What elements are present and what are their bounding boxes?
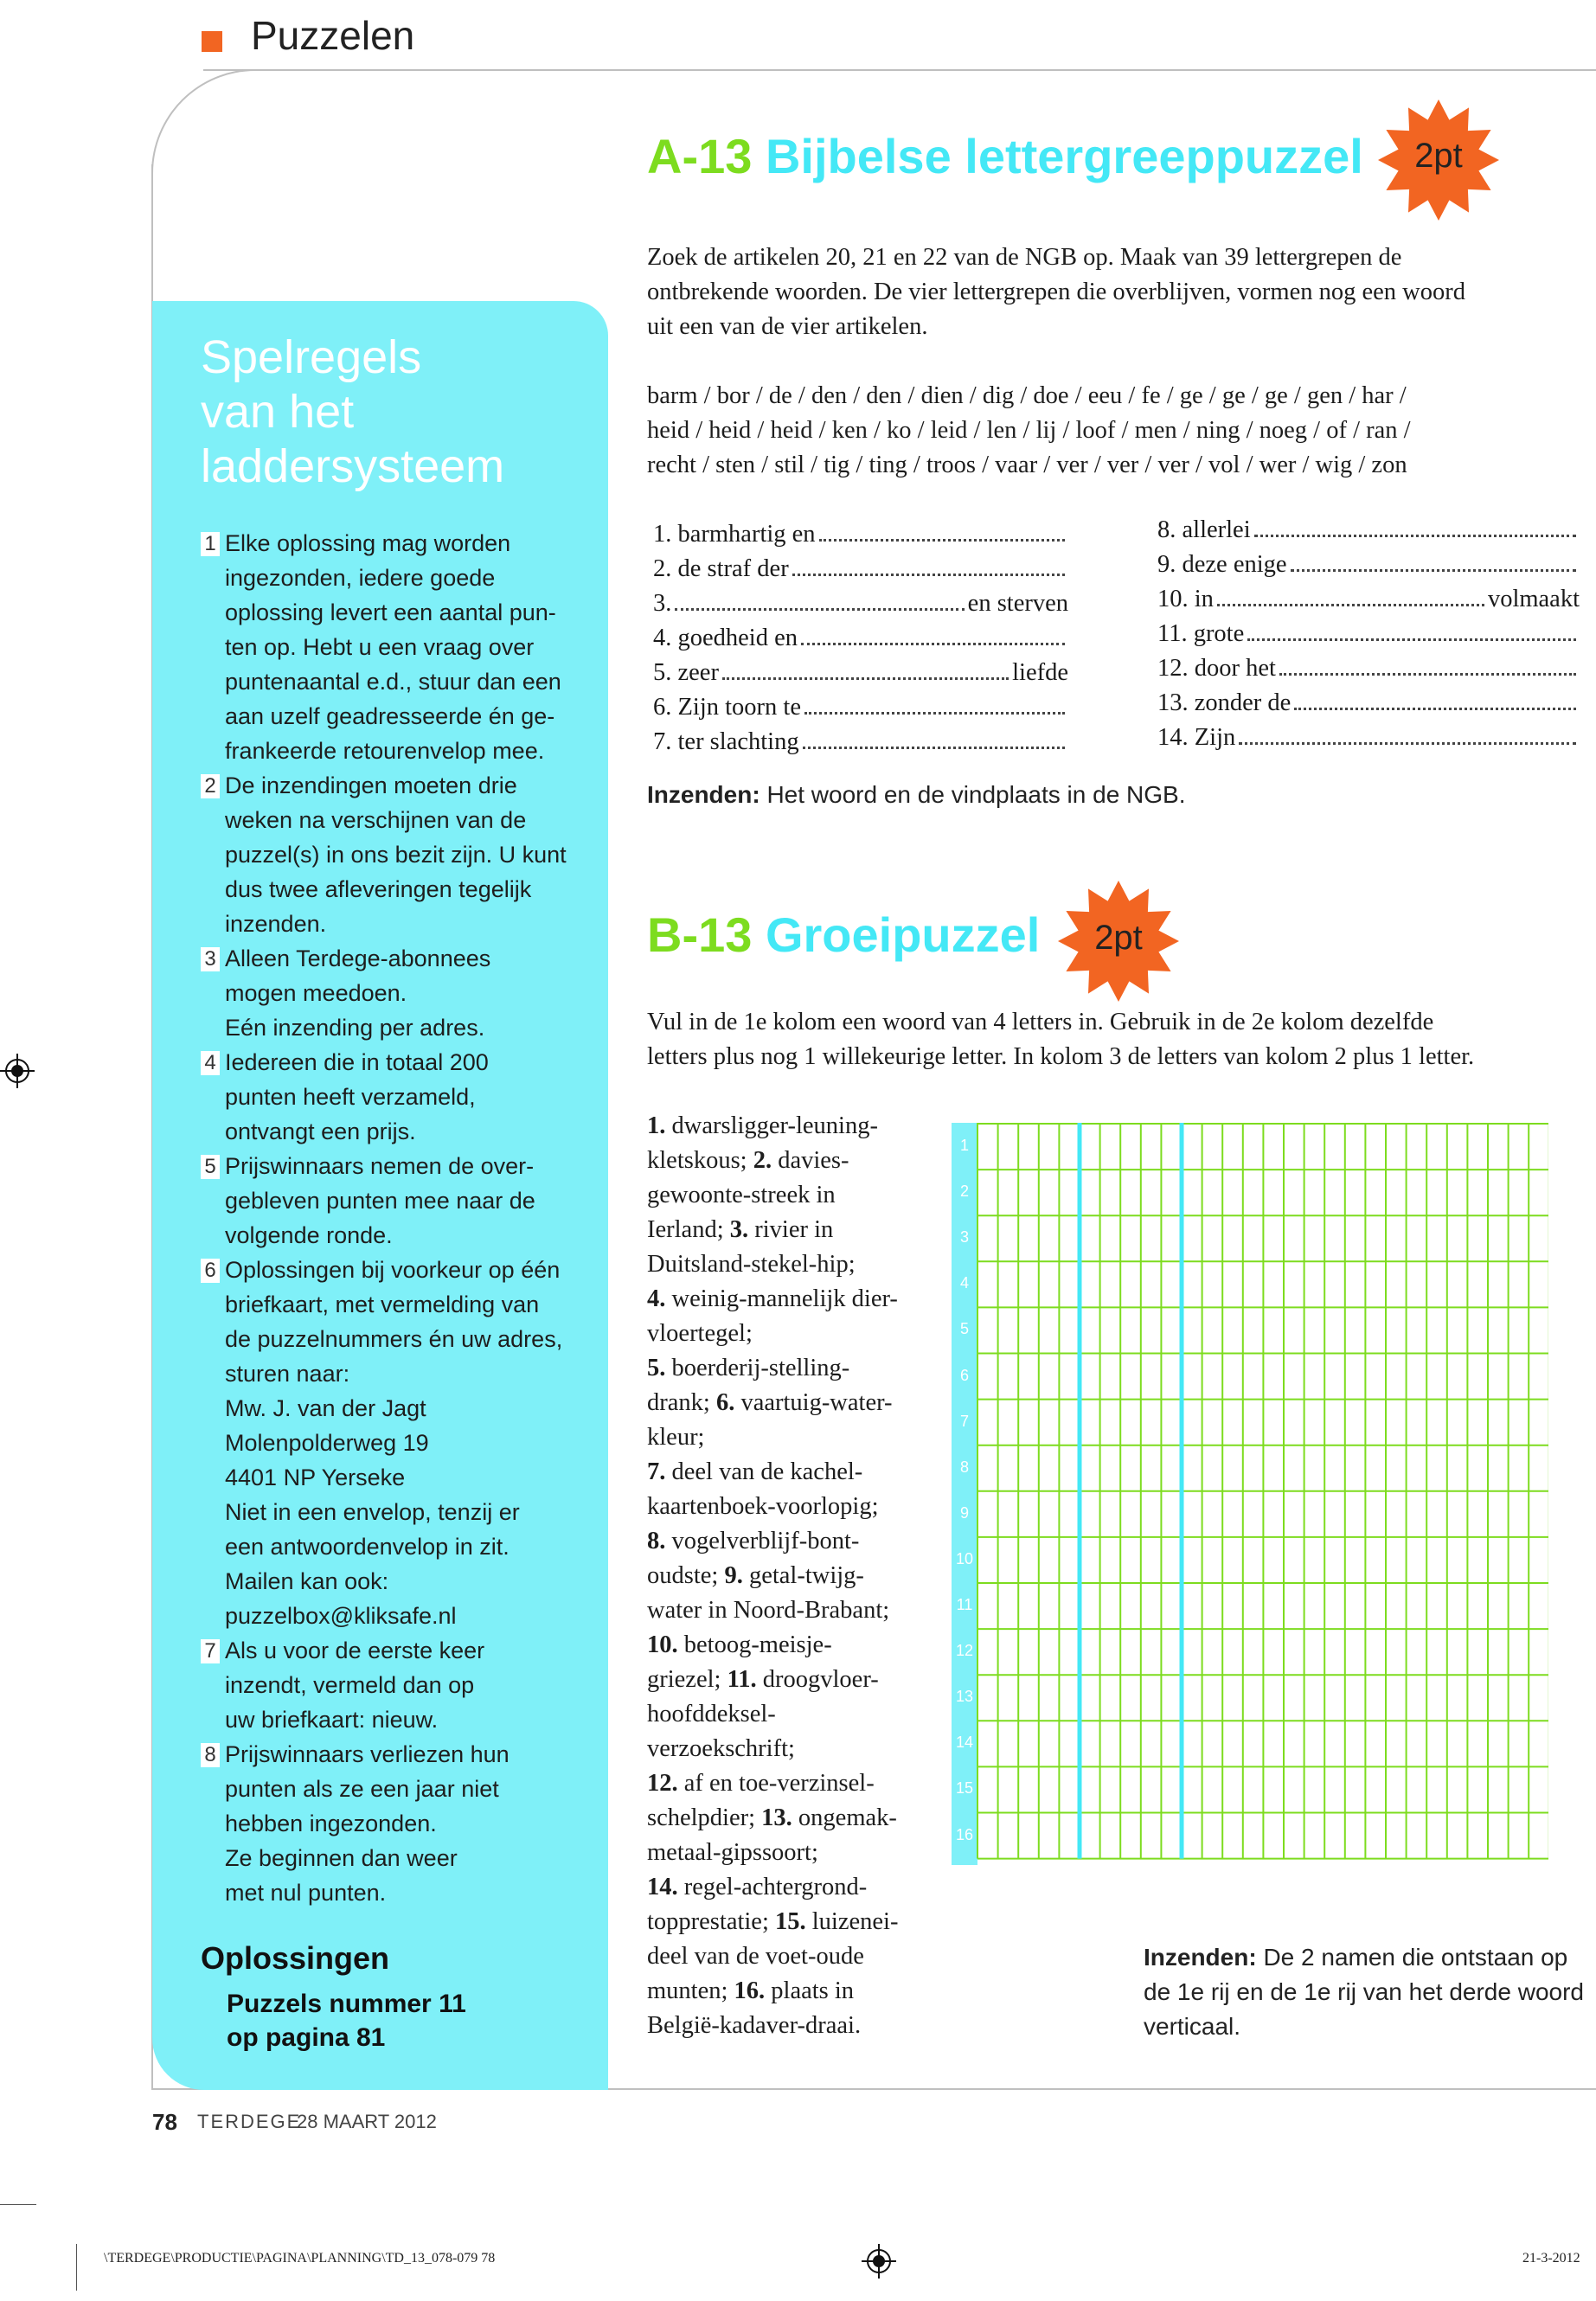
submit-text: de 1e rij en de 1e rij van het derde woord [1144, 1978, 1584, 2005]
clue-end: volmaakt [1487, 586, 1580, 612]
clue-line [647, 1386, 945, 1420]
clue-text: Duitsland-stekel-hip; [647, 1251, 856, 1278]
answer-blank[interactable] [675, 586, 964, 611]
rule-line: Prijswinnaars verliezen hun [225, 1741, 510, 1767]
clue-row [1157, 720, 1580, 754]
grid-row-number: 15 [955, 1779, 974, 1798]
grid-row-number: 8 [959, 1458, 969, 1476]
clue-row [653, 551, 1068, 586]
rule-line: een antwoordenvelop in zit. [225, 1534, 510, 1560]
clue-line [647, 1697, 945, 1732]
rule-item [201, 1149, 581, 1253]
clue-line [647, 1490, 945, 1524]
frame-corner [151, 69, 255, 173]
clue-row [653, 689, 1068, 724]
clue-label: 10. in [1157, 586, 1214, 612]
grid-row-number: 6 [959, 1366, 969, 1384]
grid-row-number: 13 [955, 1688, 974, 1706]
clue-row [653, 516, 1068, 551]
puzzle-b-intro [647, 1005, 1590, 1074]
rule-line: De inzendingen moeten drie [225, 772, 517, 798]
rule-line: gebleven punten mee naar de [225, 1188, 535, 1214]
rule-number: 8 [201, 1743, 220, 1767]
clue-text: gewoonte-streek in [647, 1182, 836, 1208]
grid-row-number: 9 [959, 1503, 969, 1522]
crop-mark [0, 2204, 36, 2205]
print-date: 21-3-2012 [1522, 2251, 1580, 2266]
rule-line: oplossing levert een aantal pun- [225, 599, 556, 625]
clue-number: 4. [647, 1285, 666, 1312]
rule-line: Mailen kan ook: [225, 1568, 389, 1594]
submit-label: Inzenden: [647, 781, 760, 808]
rule-line: Iedereen die in totaal 200 [225, 1049, 489, 1075]
clue-text: vloertegel; [647, 1320, 753, 1347]
clue-text: oudste; [647, 1562, 725, 1589]
clue-text: kletskous; [647, 1147, 753, 1174]
clue-line [647, 1455, 945, 1490]
rule-number: 5 [201, 1155, 220, 1179]
clue-end: en sterven [967, 590, 1068, 617]
rule-item [201, 1045, 581, 1149]
clue-end: liefde [1012, 659, 1068, 686]
intro-line: Vul in de 1e kolom een woord van 4 letters in. Gebruik in de 2e kolom dezelfde [647, 1009, 1434, 1035]
rule-line: sturen naar: [225, 1361, 350, 1387]
answer-blank[interactable] [1279, 651, 1576, 676]
clue-text: davies- [772, 1147, 849, 1174]
rule-line: aan uzelf geadresseerde én ge- [225, 703, 555, 729]
rule-line: puntenaantal e.d., stuur dan een [225, 669, 561, 695]
rule-number: 4 [201, 1051, 220, 1075]
sidebar-title-line: laddersysteem [201, 440, 505, 492]
answer-blank[interactable] [801, 620, 1065, 645]
clue-text: af en toe-verzinsel- [677, 1770, 875, 1797]
registration-mark-icon [0, 1054, 35, 1088]
clue-text: kleur; [647, 1424, 705, 1451]
intro-line: ontbrekende woorden. De vier lettergrepen die overblijven, vormen nog een woord [647, 279, 1465, 305]
clue-line [647, 1974, 945, 2009]
clue-label: 13. zonder de [1157, 689, 1292, 716]
clue-label: 14. Zijn [1157, 724, 1236, 751]
clue-text: munten; [647, 1977, 734, 2004]
clue-label: 7. ter slachting [653, 728, 799, 755]
clue-number: 11. [727, 1666, 757, 1693]
page-number: 78 [152, 2109, 177, 2135]
submit-text: De 2 namen die ontstaan op [1263, 1944, 1568, 1971]
rule-line: punten als ze een jaar niet [225, 1776, 499, 1802]
grid-row-number: 5 [959, 1320, 969, 1338]
rule-line: Molenpolderweg 19 [225, 1430, 429, 1456]
clue-line [647, 1939, 945, 1974]
clue-text: deel van de kachel- [665, 1458, 863, 1485]
grid-row-number: 12 [955, 1642, 974, 1660]
clue-text: vaartuig-water- [734, 1389, 893, 1416]
clue-line [647, 1870, 945, 1905]
puzzle-b-submit [1144, 1940, 1593, 2044]
clue-line [647, 1317, 945, 1351]
rule-item [201, 941, 581, 1045]
rule-line: puzzel(s) in ons bezit zijn. U kunt [225, 842, 567, 868]
rule-line: met nul punten. [225, 1880, 387, 1906]
clue-line [647, 1351, 945, 1386]
clue-line [647, 2009, 945, 2043]
clue-label: 8. allerlei [1157, 516, 1251, 543]
clue-number: 6. [715, 1389, 735, 1416]
puzzle-b-clues [647, 1109, 945, 2043]
rule-line: de puzzelnummers én uw adres, [225, 1326, 563, 1352]
grid-row-number: 11 [956, 1596, 973, 1613]
answer-blank[interactable] [1217, 581, 1484, 606]
clue-line [647, 1144, 945, 1178]
clue-text: dwarsligger-leuning- [665, 1112, 878, 1139]
print-slug: \TERDEGE\PRODUCTIE\PAGINA\PLANNING\TD_13_078-079 78 [104, 2251, 496, 2266]
clue-text: rivier in [748, 1216, 834, 1243]
rule-line: Prijswinnaars nemen de over- [225, 1153, 535, 1179]
clue-label: 9. deze enige [1157, 551, 1287, 578]
clue-text: betoog-meisje- [677, 1631, 832, 1658]
intro-line: Zoek de artikelen 20, 21 en 22 van de NGB op. Maak van 39 lettergrepen de [647, 244, 1402, 271]
registration-mark-icon [862, 2244, 896, 2279]
clue-text: deel van de voet-oude [647, 1943, 864, 1970]
puzzle-b-code: B-13 [647, 907, 753, 962]
clue-row [1157, 581, 1580, 616]
clue-row [653, 655, 1068, 689]
intro-line: uit een van de vier artikelen. [647, 313, 928, 340]
clue-number: 8. [647, 1528, 666, 1554]
clue-label: 3. [653, 590, 672, 617]
clue-text: ongemak- [792, 1804, 897, 1831]
clue-label: 6. Zijn toorn te [653, 694, 801, 721]
clue-line [647, 1282, 945, 1317]
solutions-title: Oplossingen [201, 1940, 390, 1976]
sidebar-title-line: Spelregels [201, 331, 422, 383]
rule-line: volgende ronde. [225, 1222, 393, 1248]
answer-blank[interactable] [1239, 720, 1576, 745]
clue-line [647, 1178, 945, 1213]
answer-blank[interactable] [803, 724, 1065, 749]
clue-number: 14. [647, 1874, 678, 1900]
rule-number: 6 [201, 1259, 220, 1283]
rule-item [201, 1737, 581, 1910]
clue-number: 13. [761, 1804, 792, 1831]
puzzle-a-title [647, 128, 1363, 184]
grid-row-number: 3 [959, 1228, 969, 1247]
solutions-line: op pagina 81 [227, 2023, 386, 2052]
solutions-subtitle [227, 1987, 466, 2054]
grid-row-number: 14 [955, 1734, 974, 1752]
puzzle-a-intro [647, 240, 1590, 344]
sidebar-title [201, 330, 590, 494]
clue-row [1157, 512, 1580, 547]
grid-row-number: 7 [959, 1412, 969, 1430]
answer-blank[interactable] [804, 689, 1065, 715]
puzzle-a-submit [647, 778, 1186, 812]
clue-text: hoofddeksel- [647, 1701, 776, 1727]
answer-blank[interactable] [1254, 512, 1576, 537]
clue-text: topprestatie; [647, 1908, 775, 1935]
rule-line: ingezonden, iedere goede [225, 565, 496, 591]
clue-line [647, 1836, 945, 1870]
clue-text: drank; [647, 1389, 716, 1416]
puzzle-a-points: 2pt [1414, 137, 1463, 175]
rule-line: ontvangt een prijs. [225, 1118, 416, 1144]
rule-line: frankeerde retourenvelop mee. [225, 738, 545, 764]
rule-line: Alleen Terdege-abonnees [225, 945, 491, 971]
clue-row [653, 586, 1068, 620]
puzzle-a-code: A-13 [647, 129, 753, 183]
clue-line [647, 1524, 945, 1559]
clue-number: 3. [729, 1216, 749, 1243]
sidebar-title-line: van het [201, 386, 355, 438]
rule-line: Eén inzending per adres. [225, 1015, 485, 1041]
clue-number: 16. [734, 1977, 766, 2004]
clue-line [647, 1766, 945, 1801]
rule-line: inzendt, vermeld dan op [225, 1672, 475, 1698]
clue-label: 11. grote [1157, 620, 1245, 647]
clue-number: 10. [647, 1631, 678, 1658]
clue-number: 12. [647, 1770, 678, 1797]
clue-text: droogvloer- [756, 1666, 879, 1693]
issue-date: 28 MAART 2012 [297, 2111, 437, 2132]
syllable-line: barm / bor / de / den / den / dien / dig / doe / eeu / fe / ge / ge / ge / gen / har / [647, 382, 1407, 409]
clue-label: 1. barmhartig en [653, 521, 816, 548]
clue-text: regel-achtergrond- [677, 1874, 868, 1900]
clue-text: België-kadaver-draai. [647, 2012, 862, 2039]
clue-line [647, 1905, 945, 1939]
clue-number: 2. [753, 1147, 772, 1174]
clue-label: 5. zeer [653, 659, 719, 686]
clue-number: 1. [647, 1112, 666, 1139]
clue-text: getal-twijg- [742, 1562, 864, 1589]
rule-line: uw briefkaart: nieuw. [225, 1707, 439, 1733]
puzzle-b-points: 2pt [1094, 919, 1143, 957]
clue-number: 5. [647, 1355, 666, 1381]
clue-line [647, 1247, 945, 1282]
grid-row-number: 10 [955, 1549, 974, 1567]
crop-mark [76, 2244, 77, 2291]
clue-row [1157, 616, 1580, 651]
clue-row [1157, 547, 1580, 581]
clue-line [647, 1420, 945, 1455]
rule-number: 2 [201, 774, 220, 798]
clue-row [653, 620, 1068, 655]
rule-line: punten heeft verzameld, [225, 1084, 476, 1110]
clue-text: Ierland; [647, 1216, 730, 1243]
rule-line: Als u voor de eerste keer [225, 1638, 485, 1663]
clue-text: luizenei- [805, 1908, 899, 1935]
submit-label: Inzenden: [1144, 1944, 1257, 1971]
grid-row-number: 2 [959, 1183, 969, 1201]
answer-blank[interactable] [1291, 547, 1576, 572]
rule-item [201, 526, 581, 768]
clue-line [647, 1628, 945, 1663]
clue-text: water in Noord-Brabant; [647, 1597, 890, 1624]
section-title: Puzzelen [251, 13, 415, 58]
clue-line [647, 1732, 945, 1766]
rule-line: Ze beginnen dan weer [225, 1845, 458, 1871]
clue-text: verzoekschrift; [647, 1735, 795, 1762]
clue-number: 9. [724, 1562, 743, 1589]
solutions-line: Puzzels nummer 11 [227, 1990, 466, 2018]
rule-number: 7 [201, 1639, 220, 1663]
clue-text: kaartenboek-voorlopig; [647, 1493, 879, 1520]
magazine-name: TERDEGE [197, 2111, 302, 2132]
rule-line: puzzelbox@kliksafe.nl [225, 1603, 457, 1629]
clue-text: boerderij-stelling- [665, 1355, 850, 1381]
submit-text: Het woord en de vindplaats in de NGB. [766, 781, 1186, 808]
section-marker [202, 31, 222, 52]
rule-number: 3 [201, 947, 220, 971]
clue-row [653, 724, 1068, 759]
clue-text: metaal-gipssoort; [647, 1839, 818, 1866]
clue-label: 2. de straf der [653, 555, 789, 582]
rule-line: Niet in een envelop, tenzij er [225, 1499, 520, 1525]
rule-number: 1 [201, 532, 220, 556]
submit-text: verticaal. [1144, 2013, 1241, 2040]
clue-line [647, 1109, 945, 1144]
rule-line: ten op. Hebt u een vraag over [225, 634, 535, 660]
rule-line: 4401 NP Yerseke [225, 1465, 406, 1490]
clue-row [1157, 651, 1580, 685]
clue-row [1157, 685, 1580, 720]
clue-line [647, 1213, 945, 1247]
rule-line: hebben ingezonden. [225, 1811, 437, 1836]
rule-line: Elke oplossing mag worden [225, 530, 511, 556]
grid-row-number: 16 [955, 1825, 974, 1843]
answer-blank[interactable] [819, 516, 1065, 542]
rule-line: briefkaart, met vermelding van [225, 1292, 540, 1317]
clue-text: schelpdier; [647, 1804, 762, 1831]
answer-blank[interactable] [1294, 685, 1576, 710]
puzzle-b-title [647, 907, 1040, 963]
syllable-line: heid / heid / heid / ken / ko / leid / len / lij / loof / men / ning / noeg / of / ran / [647, 417, 1411, 444]
syllable-list [647, 379, 1590, 483]
rule-line: Oplossingen bij voorkeur op één [225, 1257, 561, 1283]
clue-number: 7. [647, 1458, 666, 1485]
answer-grid[interactable] [952, 1123, 1548, 1868]
clue-line [647, 1801, 945, 1836]
intro-line: letters plus nog 1 willekeurige letter. In kolom 3 de letters van kolom 2 plus 1 letter. [647, 1043, 1475, 1070]
grid-row-number: 4 [959, 1274, 969, 1292]
answer-blank[interactable] [792, 551, 1065, 576]
puzzle-b-name: Groeipuzzel [765, 907, 1041, 962]
answer-blank[interactable] [1247, 616, 1576, 641]
grid-row-number: 1 [959, 1137, 969, 1154]
rule-item [201, 1253, 581, 1633]
clue-line [647, 1559, 945, 1593]
answer-blank[interactable] [722, 655, 1009, 680]
rule-line: Mw. J. van der Jagt [225, 1395, 426, 1421]
clue-line [647, 1593, 945, 1628]
rule-line: weken na verschijnen van de [225, 807, 527, 833]
rule-line: dus twee afleveringen tegelijk [225, 876, 532, 902]
rule-item [201, 768, 581, 941]
clue-text: plaats in [765, 1977, 855, 2004]
clue-line [647, 1663, 945, 1697]
frame-line [203, 69, 1596, 71]
clue-label: 12. door het [1157, 655, 1276, 682]
rule-line: mogen meedoen. [225, 980, 407, 1006]
rule-line: inzenden. [225, 911, 327, 937]
rule-item [201, 1633, 581, 1737]
clue-text: weinig-mannelijk dier- [665, 1285, 898, 1312]
syllable-line: recht / sten / stil / tig / ting / troos / vaar / ver / ver / ver / vol / wer / wig / zon [647, 452, 1407, 478]
clue-text: griezel; [647, 1666, 727, 1693]
clue-text: vogelverblijf-bont- [665, 1528, 860, 1554]
clue-number: 15. [775, 1908, 806, 1935]
clue-label: 4. goedheid en [653, 625, 798, 651]
puzzle-a-name: Bijbelse lettergreeppuzzel [765, 129, 1363, 183]
